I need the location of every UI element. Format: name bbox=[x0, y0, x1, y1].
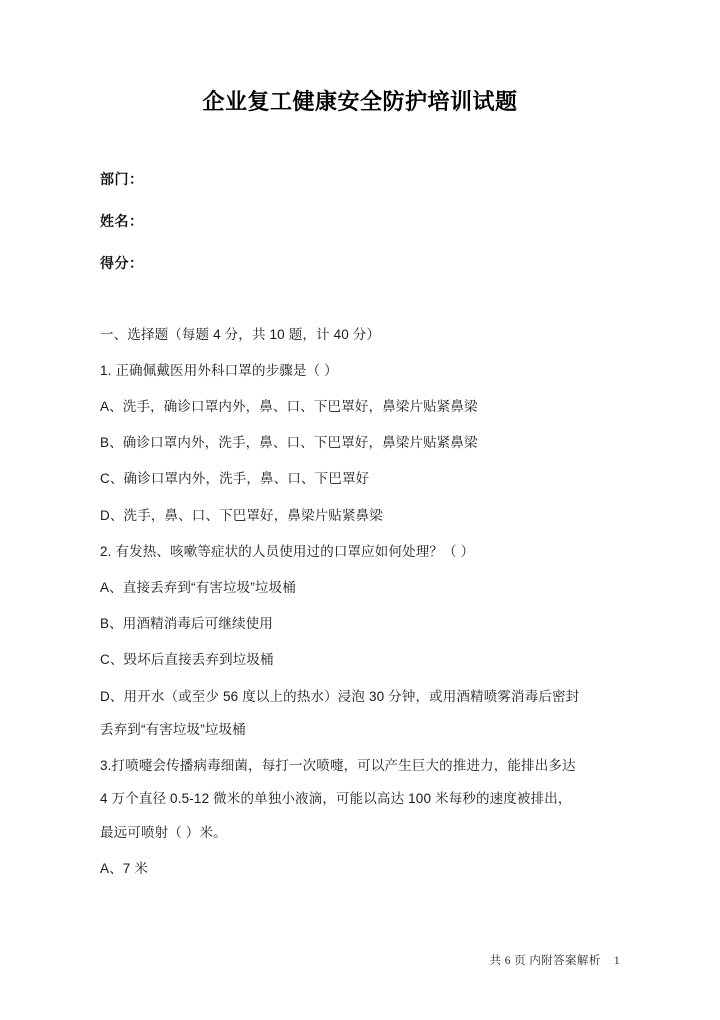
field-score: 得分： bbox=[100, 254, 144, 271]
question-1-option-d: D、洗手，鼻、口、下巴罩好，鼻梁片贴紧鼻梁 bbox=[100, 507, 383, 523]
question-1-option-a: A、洗手，确诊口罩内外，鼻、口、下巴罩好，鼻梁片贴紧鼻梁 bbox=[100, 398, 478, 414]
question-3-option-a: A、7 米 bbox=[100, 860, 149, 876]
section-heading-multiple-choice: 一、选择题（每题 4 分，共 10 题，计 40 分） bbox=[100, 326, 381, 342]
question-3-stem-line-1: 3.打喷嚏会传播病毒细菌，每打一次喷嚏，可以产生巨大的推进力，能排出多达 bbox=[100, 758, 576, 774]
question-2-option-b: B、用酒精消毒后可继续使用 bbox=[100, 616, 273, 632]
question-1-stem: 1. 正确佩戴医用外科口罩的步骤是（ ） bbox=[100, 362, 338, 378]
page-footer: 共 6 页 内附答案解析 1 bbox=[489, 955, 620, 967]
question-2-option-a: A、直接丢弃到“有害垃圾”垃圾桶 bbox=[100, 580, 296, 596]
question-2-stem: 2. 有发热、咳嗽等症状的人员使用过的口罩应如何处理？（ ） bbox=[100, 543, 475, 559]
question-2-option-c: C、毁坏后直接丢弃到垃圾桶 bbox=[100, 652, 274, 668]
field-department: 部门： bbox=[100, 170, 144, 187]
question-2-option-d-continued: 丢弃到“有害垃圾”垃圾桶 bbox=[100, 721, 246, 737]
question-3-stem-line-3: 最远可喷射（ ）米。 bbox=[100, 824, 227, 840]
field-name: 姓名： bbox=[100, 212, 144, 229]
question-1-option-c: C、确诊口罩内外，洗手，鼻、口、下巴罩好 bbox=[100, 471, 370, 487]
page-title: 企业复工健康安全防护培训试题 bbox=[202, 89, 518, 114]
question-3-stem-line-2: 4 万个直径 0.5-12 微米的单独小液滴，可能以高达 100 米每秒的速度被排出， bbox=[100, 791, 572, 807]
question-2-option-d: D、用开水（或至少 56 度以上的热水）浸泡 30 分钟，或用酒精喷雾消毒后密封 bbox=[100, 688, 580, 704]
form-fields bbox=[100, 172, 620, 270]
question-1-option-b: B、确诊口罩内外，洗手，鼻、口、下巴罩好，鼻梁片贴紧鼻梁 bbox=[100, 435, 478, 451]
